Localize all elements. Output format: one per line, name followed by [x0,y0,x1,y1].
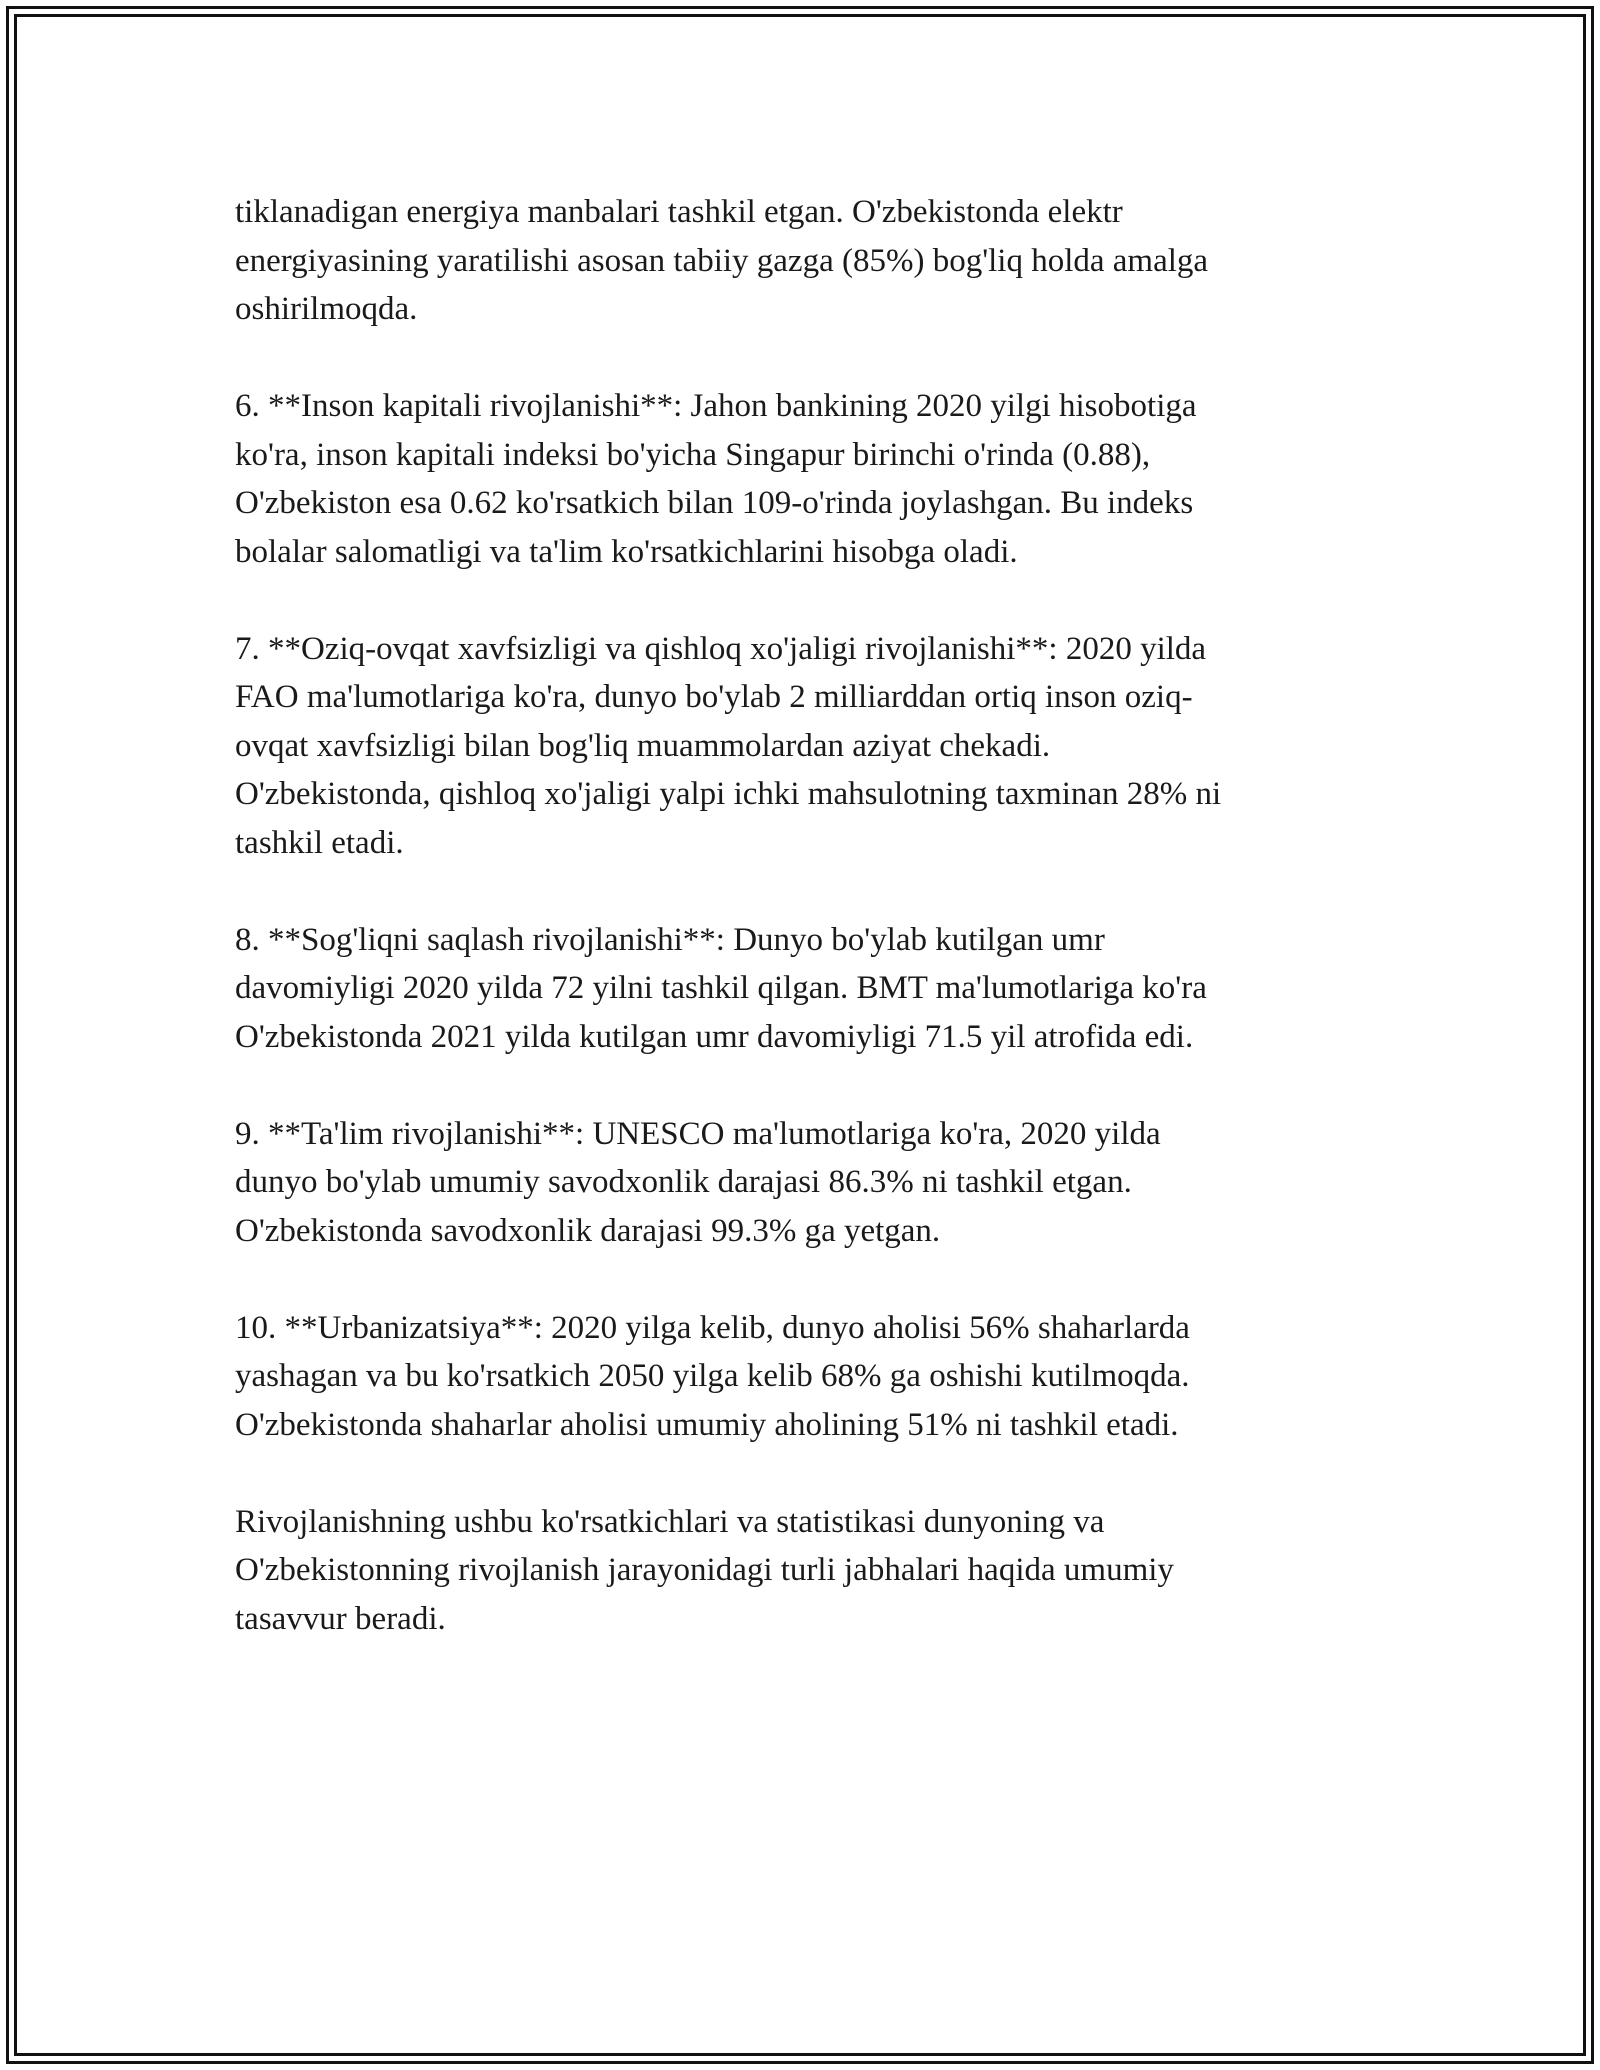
text-line: tashkil etadi. [235,824,404,861]
text-line: ovqat xavfsizligi bilan bog'liq muammolardan aziyat chekadi. [235,727,1051,764]
paragraph-intro-continuation [235,188,1365,334]
paragraph-item-8-healthcare [235,916,1365,1062]
text-line: 10. **Urbanizatsiya**: 2020 yilga kelib, dunyo aholisi 56% shaharlarda [235,1309,1190,1346]
paragraph-item-6-human-capital [235,382,1365,576]
text-line: FAO ma'lumotlariga ko'ra, dunyo bo'ylab 2 milliarddan ortiq inson oziq- [235,679,1193,715]
text-line: bolalar salomatligi va ta'lim ko'rsatkichlarini hisobga oladi. [235,533,1018,570]
paragraph-item-10-urbanization [235,1304,1365,1450]
paragraph-item-9-education [235,1110,1365,1256]
paragraph-item-7-food-security [235,625,1365,868]
text-line: 9. **Ta'lim rivojlanishi**: UNESCO ma'lumotlariga ko'ra, 2020 yilda [235,1115,1161,1152]
text-line: ko'ra, inson kapitali indeksi bo'yicha Singapur birinchi o'rinda (0.88), [235,436,1151,473]
text-line: O'zbekistonning rivojlanish jarayonidagi turli jabhalari haqida umumiy [235,1552,1174,1588]
document-body [235,188,1365,1692]
text-line: O'zbekistonda, qishloq xo'jaligi yalpi ichki mahsulotning taxminan 28% ni [235,776,1222,812]
text-line: dunyo bo'ylab umumiy savodxonlik darajasi 86.3% ni tashkil etgan. [235,1164,1132,1200]
text-line: O'zbekistonda 2021 yilda kutilgan umr davomiyligi 71.5 yil atrofida edi. [235,1018,1194,1055]
text-line: O'zbekistonda savodxonlik darajasi 99.3% ga yetgan. [235,1212,941,1249]
text-line: O'zbekiston esa 0.62 ko'rsatkich bilan 109-o'rinda joylashgan. Bu indeks [235,485,1194,521]
text-line: 8. **Sog'liqni saqlash rivojlanishi**: Dunyo bo'ylab kutilgan umr [235,921,1105,958]
text-line: 6. **Inson kapitali rivojlanishi**: Jahon bankining 2020 yilgi hisobotiga [235,388,1197,424]
text-line: yashagan va bu ko'rsatkich 2050 yilga kelib 68% ga oshishi kutilmoqda. [235,1358,1190,1394]
paragraph-conclusion [235,1498,1365,1644]
text-line: tasavvur beradi. [235,1600,446,1637]
text-line: davomiyligi 2020 yilda 72 yilni tashkil qilgan. BMT ma'lumotlariga ko'ra [235,970,1207,1006]
text-line: 7. **Oziq-ovqat xavfsizligi va qishloq xo'jaligi rivojlanishi**: 2020 yilda [235,630,1207,667]
text-line: oshirilmoqda. [235,291,418,327]
text-line: O'zbekistonda shaharlar aholisi umumiy aholining 51% ni tashkil etadi. [235,1406,1179,1443]
text-line: energiyasining yaratilishi asosan tabiiy gazga (85%) bog'liq holda amalga [235,242,1209,279]
text-line: Rivojlanishning ushbu ko'rsatkichlari va statistikasi dunyoning va [235,1503,1105,1540]
text-line: tiklanadigan energiya manbalari tashkil etgan. O'zbekistonda elektr [235,194,1123,230]
